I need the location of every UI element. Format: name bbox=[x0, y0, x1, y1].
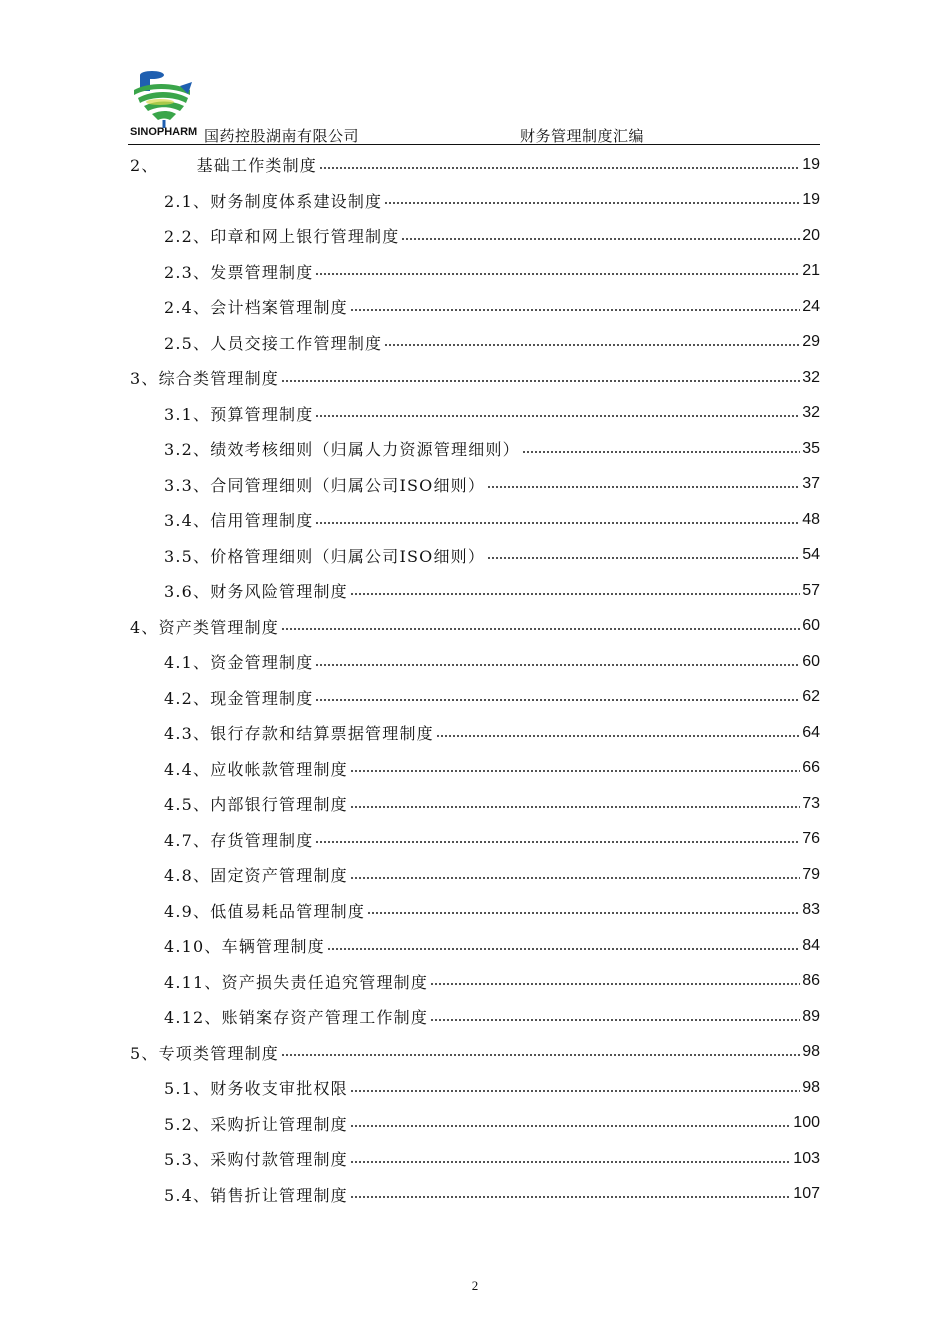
company-name: 国药控股湖南有限公司 bbox=[204, 127, 360, 145]
toc-entry-page: 54 bbox=[802, 546, 820, 564]
toc-entry[interactable] bbox=[130, 786, 820, 822]
toc-entry-number: 4.12、 bbox=[164, 1008, 222, 1028]
toc-entry-title: 预算管理制度 bbox=[210, 404, 314, 424]
toc-entry-number: 5.2、 bbox=[164, 1114, 211, 1134]
toc-entry-number: 4.10、 bbox=[164, 937, 222, 957]
logo-text: SINOPHARM bbox=[130, 126, 198, 136]
toc-entry-page: 35 bbox=[802, 439, 820, 457]
dot-leader bbox=[350, 307, 800, 313]
toc-entry-page: 19 bbox=[802, 155, 820, 173]
toc-entry-title: 价格管理细则（归属公司ISO细则） bbox=[210, 546, 486, 566]
toc-entry-page: 64 bbox=[802, 723, 820, 741]
dot-leader bbox=[327, 946, 800, 952]
toc-entry-title: 印章和网上银行管理制度 bbox=[210, 227, 400, 247]
toc-entry-page: 98 bbox=[802, 1043, 820, 1061]
sinopharm-logo bbox=[130, 68, 200, 136]
dot-leader bbox=[319, 165, 800, 171]
toc-entry-page: 89 bbox=[802, 1007, 820, 1025]
toc-entry-page: 100 bbox=[793, 1114, 820, 1132]
toc-entry-page: 107 bbox=[793, 1185, 820, 1203]
toc-entry-number: 3.1、 bbox=[164, 404, 211, 424]
toc-entry-title: 合同管理细则（归属公司ISO细则） bbox=[210, 475, 486, 495]
toc-entry-number: 4.3、 bbox=[164, 724, 211, 744]
toc-entry[interactable] bbox=[130, 147, 820, 183]
toc-entry-title: 资金管理制度 bbox=[210, 653, 314, 673]
toc-entry-title: 基础工作类制度 bbox=[196, 156, 317, 176]
toc-entry-title: 财务收支审批权限 bbox=[210, 1079, 348, 1099]
toc-entry[interactable] bbox=[130, 680, 820, 716]
dot-leader bbox=[350, 768, 800, 774]
toc-entry-page: 60 bbox=[802, 652, 820, 670]
dot-leader bbox=[281, 626, 800, 632]
toc-entry-title: 资产类管理制度 bbox=[158, 617, 279, 637]
dot-leader bbox=[315, 413, 800, 419]
dot-leader bbox=[401, 236, 800, 242]
toc-entry-number: 4.9、 bbox=[164, 901, 211, 921]
dot-leader bbox=[315, 662, 800, 668]
toc-entry-page: 57 bbox=[802, 581, 820, 599]
toc-entry[interactable] bbox=[130, 218, 820, 254]
toc-entry[interactable] bbox=[130, 1106, 820, 1142]
toc-entry[interactable] bbox=[130, 751, 820, 787]
toc-entry-page: 32 bbox=[802, 368, 820, 386]
toc-entry-number: 4.2、 bbox=[164, 688, 211, 708]
toc-entry[interactable] bbox=[130, 644, 820, 680]
toc-entry-page: 24 bbox=[802, 297, 820, 315]
dot-leader bbox=[315, 271, 800, 277]
toc-entry[interactable] bbox=[130, 538, 820, 574]
toc-entry-page: 76 bbox=[802, 830, 820, 848]
toc-entry-number: 3.3、 bbox=[164, 475, 211, 495]
toc-entry[interactable] bbox=[130, 609, 820, 645]
toc-entry-title: 会计档案管理制度 bbox=[210, 298, 348, 318]
dot-leader bbox=[430, 981, 800, 987]
dot-leader bbox=[487, 555, 800, 561]
dot-leader bbox=[384, 342, 800, 348]
toc-entry[interactable] bbox=[130, 183, 820, 219]
toc-entry-number: 3.2、 bbox=[164, 440, 211, 460]
toc-entry-title: 采购付款管理制度 bbox=[210, 1150, 348, 1170]
toc-entry-page: 62 bbox=[802, 688, 820, 706]
dot-leader bbox=[430, 1017, 800, 1023]
dot-leader bbox=[350, 875, 800, 881]
toc-entry-title: 人员交接工作管理制度 bbox=[210, 333, 383, 353]
toc-entry-number: 4.7、 bbox=[164, 830, 211, 850]
dot-leader bbox=[350, 1194, 791, 1200]
toc-entry[interactable] bbox=[130, 502, 820, 538]
toc-entry-page: 60 bbox=[802, 617, 820, 635]
toc-entry-page: 83 bbox=[802, 901, 820, 919]
toc-entry[interactable] bbox=[130, 857, 820, 893]
toc-entry-title: 账销案存资产管理工作制度 bbox=[221, 1008, 429, 1028]
toc-entry-title: 存货管理制度 bbox=[210, 830, 314, 850]
toc-entry-number: 4.4、 bbox=[164, 759, 211, 779]
dot-leader bbox=[281, 378, 800, 384]
toc-entry-number: 3.5、 bbox=[164, 546, 211, 566]
toc-entry-number: 3.4、 bbox=[164, 511, 211, 531]
toc-entry-number: 4.1、 bbox=[164, 653, 211, 673]
dot-leader bbox=[436, 733, 800, 739]
toc-entry-title: 发票管理制度 bbox=[210, 262, 314, 282]
toc-entry[interactable] bbox=[130, 289, 820, 325]
toc-entry-number: 5、 bbox=[130, 1043, 159, 1063]
dot-leader bbox=[315, 697, 800, 703]
toc-entry[interactable] bbox=[130, 467, 820, 503]
toc-entry-title: 财务风险管理制度 bbox=[210, 582, 348, 602]
toc-entry-number: 2.4、 bbox=[164, 298, 211, 318]
toc-entry[interactable] bbox=[130, 893, 820, 929]
toc-entry[interactable] bbox=[130, 1035, 820, 1071]
toc-entry-page: 48 bbox=[802, 510, 820, 528]
dot-leader bbox=[367, 910, 800, 916]
toc-entry-page: 103 bbox=[793, 1149, 820, 1167]
toc-entry-number: 3.6、 bbox=[164, 582, 211, 602]
toc-entry-title: 采购折让管理制度 bbox=[210, 1114, 348, 1134]
toc-entry-page: 21 bbox=[802, 262, 820, 280]
page-header bbox=[128, 68, 820, 146]
toc-entry[interactable] bbox=[130, 1070, 820, 1106]
dot-leader bbox=[350, 1123, 791, 1129]
toc-entry-page: 20 bbox=[802, 226, 820, 244]
toc-entry-number: 2、 bbox=[130, 156, 159, 176]
toc-entry[interactable] bbox=[130, 715, 820, 751]
toc-entry[interactable] bbox=[130, 964, 820, 1000]
toc-entry-title: 销售折让管理制度 bbox=[210, 1185, 348, 1205]
toc-entry-number: 2.3、 bbox=[164, 262, 211, 282]
toc-entry[interactable] bbox=[130, 360, 820, 396]
toc-entry-number: 3、 bbox=[130, 369, 159, 389]
toc-entry-title: 固定资产管理制度 bbox=[210, 866, 348, 886]
page-number: 2 bbox=[471, 1278, 479, 1293]
toc-entry-title: 财务制度体系建设制度 bbox=[210, 191, 383, 211]
toc-entry-number: 5.1、 bbox=[164, 1079, 211, 1099]
toc-entry-page: 86 bbox=[802, 972, 820, 990]
toc-entry[interactable] bbox=[130, 325, 820, 361]
toc-entry[interactable] bbox=[130, 396, 820, 432]
toc-entry[interactable] bbox=[130, 928, 820, 964]
dot-leader bbox=[315, 839, 800, 845]
toc-entry-title: 银行存款和结算票据管理制度 bbox=[210, 724, 434, 744]
toc-entry-title: 车辆管理制度 bbox=[221, 937, 325, 957]
toc-entry-number: 5.4、 bbox=[164, 1185, 211, 1205]
toc-entry-title: 信用管理制度 bbox=[210, 511, 314, 531]
toc-entry-number: 4.5、 bbox=[164, 795, 211, 815]
toc-entry-title: 资产损失责任追究管理制度 bbox=[221, 972, 429, 992]
dot-leader bbox=[350, 1088, 800, 1094]
toc-entry-page: 84 bbox=[802, 936, 820, 954]
dot-leader bbox=[522, 449, 800, 455]
toc-entry[interactable] bbox=[130, 822, 820, 858]
toc-entry[interactable] bbox=[130, 1141, 820, 1177]
toc-entry-page: 32 bbox=[802, 404, 820, 422]
toc-entry-title: 专项类管理制度 bbox=[158, 1043, 279, 1063]
toc-entry-page: 37 bbox=[802, 475, 820, 493]
dot-leader bbox=[281, 1052, 800, 1058]
toc-entry-number: 5.3、 bbox=[164, 1150, 211, 1170]
toc-entry-title: 应收帐款管理制度 bbox=[210, 759, 348, 779]
toc-entry[interactable] bbox=[130, 1177, 820, 1213]
toc-entry-title: 绩效考核细则（归属人力资源管理细则） bbox=[210, 440, 520, 460]
dot-leader bbox=[350, 804, 800, 810]
toc-entry-page: 19 bbox=[802, 191, 820, 209]
dot-leader bbox=[350, 1159, 791, 1165]
dot-leader bbox=[487, 484, 800, 490]
table-of-contents bbox=[130, 147, 820, 1212]
toc-entry[interactable] bbox=[130, 254, 820, 290]
toc-entry-title: 综合类管理制度 bbox=[158, 369, 279, 389]
toc-entry-page: 73 bbox=[802, 794, 820, 812]
toc-entry-number: 2.5、 bbox=[164, 333, 211, 353]
document-title: 财务管理制度汇编 bbox=[520, 127, 645, 145]
toc-entry-title: 内部银行管理制度 bbox=[210, 795, 348, 815]
toc-entry-page: 98 bbox=[802, 1078, 820, 1096]
toc-entry[interactable] bbox=[130, 573, 820, 609]
toc-entry-number: 4.8、 bbox=[164, 866, 211, 886]
toc-entry-title: 低值易耗品管理制度 bbox=[210, 901, 366, 921]
toc-entry-number: 2.2、 bbox=[164, 227, 211, 247]
toc-entry-page: 66 bbox=[802, 759, 820, 777]
toc-entry-number: 4.11、 bbox=[164, 972, 222, 992]
toc-entry[interactable] bbox=[130, 999, 820, 1035]
toc-entry-page: 79 bbox=[802, 865, 820, 883]
header-rule bbox=[128, 144, 820, 145]
toc-entry-page: 29 bbox=[802, 333, 820, 351]
dot-leader bbox=[315, 520, 800, 526]
dot-leader bbox=[350, 591, 800, 597]
toc-entry-number: 4、 bbox=[130, 617, 159, 637]
toc-entry-title: 现金管理制度 bbox=[210, 688, 314, 708]
toc-entry-number: 2.1、 bbox=[164, 191, 211, 211]
dot-leader bbox=[384, 200, 800, 206]
toc-entry[interactable] bbox=[130, 431, 820, 467]
